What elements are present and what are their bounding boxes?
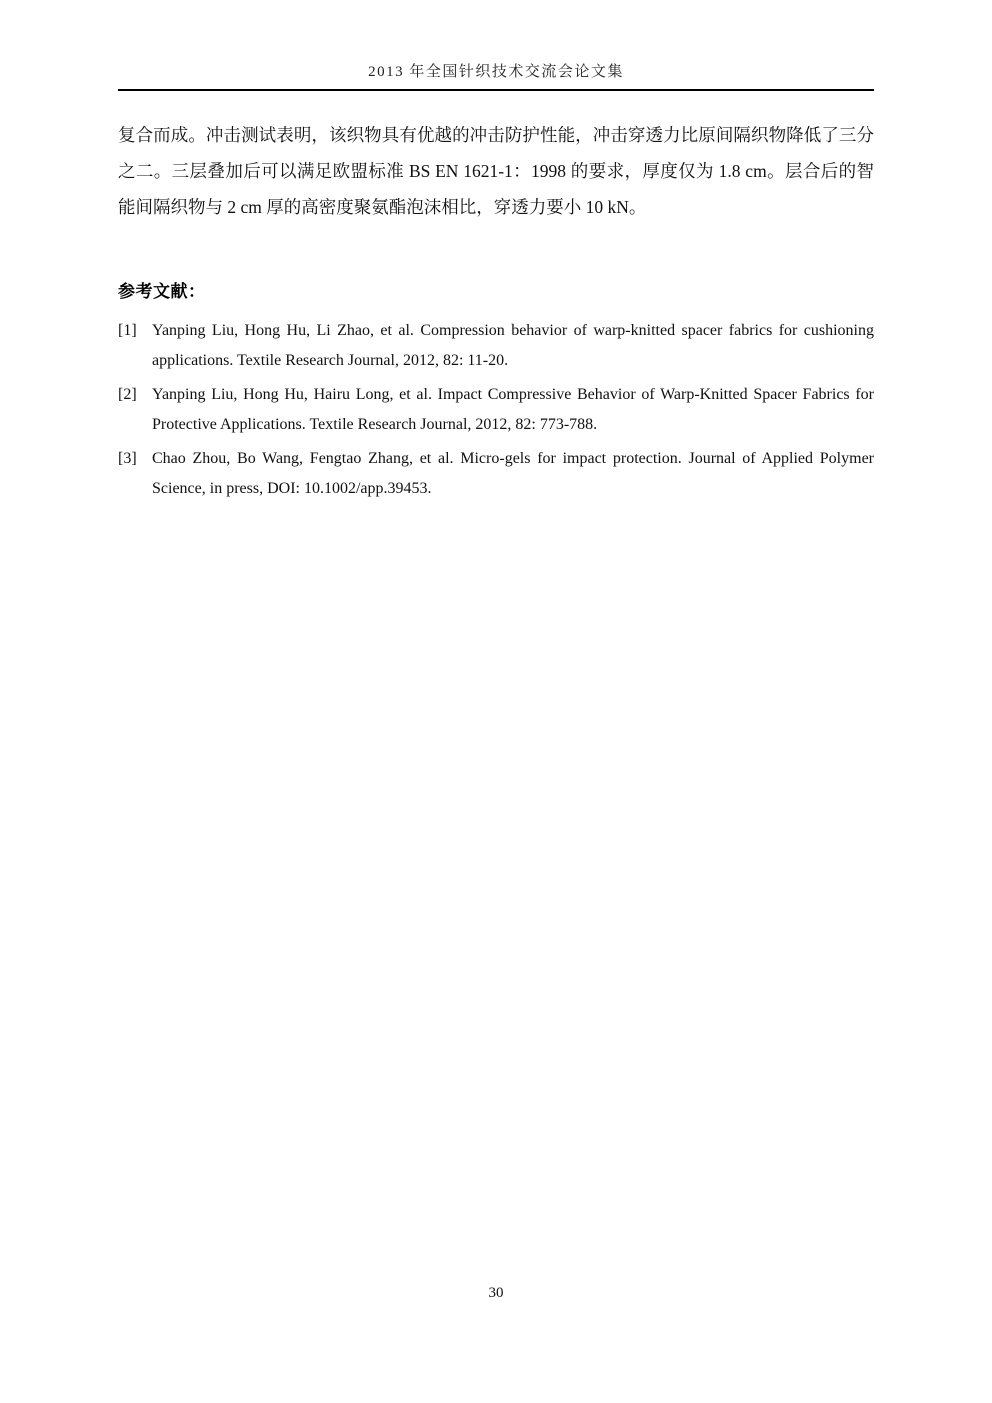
references-list [118,316,874,504]
reference-text: Yanping Liu, Hong Hu, Li Zhao, et al. Compression behavior of warp-knitted spacer fabrics for cushioning applications. Textile Research Journal, 2012, 82: 11-20. [152,322,874,369]
page-number: 30 [488,1285,504,1301]
body-paragraph: 复合而成。冲击测试表明，该织物具有优越的冲击防护性能，冲击穿透力比原间隔织物降低了三分之二。三层叠加后可以满足欧盟标准 BS EN 1621-1：1998 的要求，厚度仅为 1.8 cm。层合后的智能间隔织物与 2 cm 厚的高密度聚氨酯泡沫相比，穿透力要小 10 kN。 [118,125,874,217]
reference-number: [3] [118,450,137,467]
list-item [118,380,874,440]
reference-text: Yanping Liu, Hong Hu, Hairu Long, et al. Impact Compressive Behavior of Warp-Knitted Spacer Fabrics for Protective Applications. Textile Research Journal, 2012, 82: 773-788. [152,386,874,433]
header-divider [118,89,874,91]
references-heading: 参考文献： [118,282,206,301]
page-header [118,60,874,91]
reference-text: Chao Zhou, Bo Wang, Fengtao Zhang, et al. Micro-gels for impact protection. Journal of Applied Polymer Science, in press, DOI: 10.1002/app.39453. [152,450,874,497]
reference-number: [2] [118,386,137,403]
page-content [118,60,874,508]
running-title: 2013 年全国针织技术交流会论文集 [368,64,624,80]
reference-number: [1] [118,322,137,339]
list-item [118,316,874,376]
list-item [118,444,874,504]
